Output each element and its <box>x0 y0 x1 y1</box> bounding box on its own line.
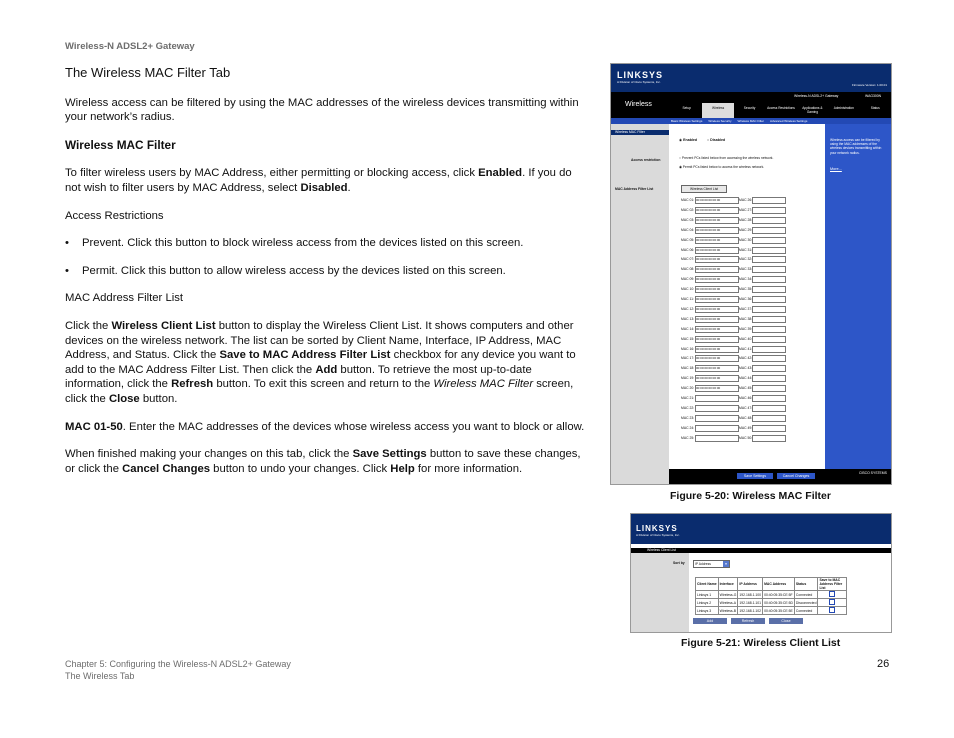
mac-address-input[interactable]: 00:00:00:00:00:00 <box>695 217 739 224</box>
mac-label: MAC 47: <box>739 405 753 410</box>
tab-wireless[interactable]: Wireless <box>702 103 733 118</box>
column-header: Client Name <box>696 578 719 591</box>
mac-address-input[interactable] <box>752 296 786 303</box>
mac-address-input[interactable]: 00:00:00:00:00:00 <box>695 286 739 293</box>
cancel-changes-button[interactable]: Cancel Changes <box>777 473 815 479</box>
mac-address-input[interactable]: 00:00:00:00:00:00 <box>695 365 739 372</box>
mac-address-input[interactable] <box>752 355 786 362</box>
section-heading: Wireless MAC Filter <box>65 137 176 152</box>
mac-label: MAC 08: <box>681 267 695 272</box>
close-button[interactable]: Close <box>769 618 803 624</box>
mac-address-input[interactable] <box>752 316 786 323</box>
table-cell: 192.168.1.102 <box>739 608 762 613</box>
checkbox-icon <box>829 607 835 613</box>
subtab-advanced-wireless-settings[interactable]: Advanced Wireless Settings <box>770 119 808 123</box>
tab-access-restrictions[interactable]: Access Restrictions <box>767 106 795 110</box>
mac-address-input[interactable] <box>752 256 786 263</box>
checkbox-icon <box>829 599 835 605</box>
mac-label: MAC 41: <box>739 346 753 351</box>
mac-label: MAC 38: <box>739 316 753 321</box>
mac-label: MAC 43: <box>739 366 753 371</box>
mac-label: MAC 40: <box>739 336 753 341</box>
table-cell: 00:40:05:35:CE:5D <box>764 600 793 605</box>
access-restriction-label: Access restriction <box>631 158 661 162</box>
running-header: Wireless-N ADSL2+ Gateway <box>65 41 195 52</box>
checkbox-icon <box>829 591 835 597</box>
mac-label: MAC 06: <box>681 247 695 252</box>
mac-label: MAC 17: <box>681 356 695 361</box>
mac-label: MAC 34: <box>739 277 753 282</box>
mac-address-input[interactable]: 00:00:00:00:00:00 <box>695 355 739 362</box>
linksys-logo: LINKSYS <box>617 70 664 80</box>
product-name: Wireless-N ADSL2+ Gateway <box>794 94 839 98</box>
mac-label: MAC 35: <box>739 287 753 292</box>
footer-chapter: Chapter 5: Configuring the Wireless-N ADSL2+ Gateway <box>65 659 291 669</box>
sort-by-select[interactable]: IP Address ▾ <box>693 560 730 568</box>
footer <box>65 658 291 682</box>
wireless-client-list-screenshot <box>630 513 892 633</box>
table-row <box>696 591 847 599</box>
mac-label: MAC 33: <box>739 267 753 272</box>
help-text: Wireless access can be filtered by using the MAC addresses of the wireless devices transmitting within your network radius. <box>830 138 882 155</box>
mac-label: MAC 18: <box>681 366 695 371</box>
section-label: Wireless <box>625 101 652 108</box>
bullet-dot: • <box>65 237 69 250</box>
page-number: 26 <box>877 658 890 670</box>
mac-address-input[interactable] <box>752 326 786 333</box>
mac-label: MAC 46: <box>739 396 753 400</box>
client-list-paragraph: Click the Wireless Client List button to display the Wireless Client List. It shows computers and other devices on the wireless network. The list can be sorted by Client Name, Interface, IP Address, MAC Address, and Status. Click the Save to MAC Address Filter List checkbox for any device you want to add to the MAC Address Filter List. Then click the Add button. To retrieve the most up-to-date information, click the Refresh button. To exit this screen and return to the Wireless MAC Filter screen, click the Close button. <box>65 319 576 405</box>
mac-address-input[interactable] <box>752 385 786 392</box>
bullet-permit: • Permit. Click this button to allow wireless access by the devices listed on this screen. <box>65 264 506 277</box>
mac-label: MAC 45: <box>739 386 753 391</box>
mac-address-input[interactable] <box>752 405 786 412</box>
mac-label: MAC 25: <box>681 435 695 440</box>
mac-address-input[interactable] <box>752 197 786 204</box>
mac-address-input[interactable] <box>752 395 786 402</box>
nav-bar <box>611 92 891 118</box>
refresh-button[interactable]: Refresh <box>731 618 765 624</box>
table-cell: Linksys 3 <box>696 607 719 615</box>
table-row <box>696 607 847 615</box>
table-cell: Wireless-B <box>719 608 736 613</box>
mac-address-input[interactable] <box>752 247 786 254</box>
mac-address-input[interactable] <box>752 346 786 353</box>
mac-address-input[interactable] <box>752 217 786 224</box>
mac-label: MAC 03: <box>681 217 695 222</box>
permit-radio[interactable]: ◉ Permit PCs listed below to access the wireless network. <box>679 165 765 169</box>
tab-security[interactable]: Security <box>743 106 756 110</box>
column-header: Status <box>794 578 818 591</box>
mac-label: MAC 11: <box>681 297 694 301</box>
mac-label: MAC 01: <box>681 198 695 202</box>
subtab-wireless-mac-filter[interactable]: Wireless MAC Filter <box>737 119 765 123</box>
mac-label: MAC 04: <box>681 227 695 232</box>
bullet-dot: • <box>65 264 69 277</box>
table-cell: Linksys 1 <box>696 591 719 599</box>
mac-label: MAC 24: <box>681 425 695 430</box>
save-to-filter-checkbox[interactable] <box>818 607 847 615</box>
mac-label: MAC 15: <box>681 336 695 341</box>
mac-label: MAC 32: <box>739 257 753 262</box>
mac-address-input[interactable]: 00:00:00:00:00:00 <box>695 306 739 313</box>
column-header: MAC Address <box>763 578 795 591</box>
table-header-row <box>696 578 847 591</box>
save-to-filter-checkbox[interactable] <box>818 599 847 607</box>
client-table <box>695 577 847 615</box>
tab-setup[interactable]: Setup <box>682 106 691 110</box>
subtab-wireless-security[interactable]: Wireless Security <box>708 119 732 123</box>
mac-label: MAC 48: <box>739 415 753 420</box>
sidebar-title: Wireless MAC Filter <box>611 130 669 135</box>
mac-address-input[interactable] <box>752 306 786 313</box>
mac-address-input[interactable] <box>695 405 739 412</box>
column-header: Interface <box>718 578 738 591</box>
mac-address-input[interactable] <box>695 425 739 432</box>
screenshot-banner <box>611 64 891 92</box>
model-name: WAG300N <box>865 94 882 98</box>
table-cell: Connected <box>794 607 818 615</box>
mac-label: MAC 27: <box>739 207 753 212</box>
mac-entry-list <box>669 197 825 485</box>
mac-label: MAC 30: <box>739 237 753 242</box>
table-cell: Disconnected <box>795 600 817 605</box>
main-tabs <box>671 103 891 118</box>
mac-address-input[interactable]: 00:00:00:00:00:00 <box>695 336 739 343</box>
mac-label: MAC 39: <box>739 326 753 331</box>
mac-label: MAC 31: <box>739 247 753 252</box>
mac-label: MAC 26: <box>739 198 753 202</box>
mac-address-input[interactable]: 00:00:00:00:00:00 <box>695 375 739 382</box>
mac-address-input[interactable]: 00:00:00:00:00:00 <box>695 247 739 254</box>
mac-label: MAC 13: <box>681 316 695 321</box>
mac-address-input[interactable]: 00:00:00:00:00:00 <box>695 227 739 234</box>
mac-address-input[interactable] <box>752 276 786 283</box>
mac-label: MAC 42: <box>739 356 753 361</box>
mac-address-input[interactable]: 00:00:00:00:00:00 <box>695 207 739 214</box>
button-bar <box>669 469 891 484</box>
figure-5-21-caption: Figure 5-21: Wireless Client List <box>681 637 841 649</box>
column-header: IP Address <box>738 578 763 591</box>
help-panel <box>825 124 891 484</box>
mac-address-input[interactable] <box>752 336 786 343</box>
mac-label: MAC 36: <box>739 297 753 301</box>
table-cell: Connected <box>794 591 818 599</box>
save-settings-button[interactable]: Save Settings <box>737 473 773 479</box>
final-paragraph: When finished making your changes on this tab, click the Save Settings button to save these changes, or click the Cancel Changes button to undo your changes. Click Help for more information. <box>65 448 581 475</box>
table-cell: Linksys 2 <box>696 599 719 607</box>
mac-address-input[interactable]: 00:00:00:00:00:00 <box>695 197 739 204</box>
mac-address-input[interactable] <box>695 395 739 402</box>
mac-label: MAC 49: <box>739 425 753 430</box>
disabled-radio[interactable]: ○ Disabled <box>707 138 726 142</box>
tab-applications-gaming[interactable]: Applications & Gaming <box>802 106 823 114</box>
mac-address-input[interactable] <box>752 237 786 244</box>
add-button[interactable]: Add <box>693 618 727 624</box>
content-area <box>669 124 825 484</box>
mac-address-input[interactable]: 00:00:00:00:00:00 <box>695 276 739 283</box>
mac-label: MAC 44: <box>739 376 753 381</box>
figure-5-20-caption: Figure 5-20: Wireless MAC Filter <box>670 490 831 502</box>
mac-label: MAC 14: <box>681 326 695 331</box>
mac-label: MAC 19: <box>681 376 695 381</box>
screenshot-banner <box>631 514 891 544</box>
mac-address-input[interactable]: 00:00:00:00:00:00 <box>695 326 739 333</box>
tab-status[interactable]: Status <box>870 106 880 110</box>
mac-label: MAC 05: <box>681 237 695 242</box>
mac-label: MAC 12: <box>681 306 695 311</box>
mac-label: MAC 21: <box>681 396 695 400</box>
mac-address-input[interactable]: 00:00:00:00:00:00 <box>695 385 739 392</box>
table-cell: 192.168.1.100 <box>739 592 762 597</box>
mac-label: MAC 09: <box>681 277 695 282</box>
mac-label: MAC 29: <box>739 227 753 232</box>
mac-label: MAC 20: <box>681 386 695 391</box>
mac-address-input[interactable] <box>752 435 786 442</box>
mac-label: MAC 02: <box>681 207 695 212</box>
mac-address-input[interactable]: 00:00:00:00:00:00 <box>695 346 739 353</box>
mac-label: MAC 07: <box>681 257 695 262</box>
sidebar-title: Wireless Client List <box>647 548 676 552</box>
table-cell: 00:40:05:35:CE:5E <box>764 608 793 613</box>
mac-address-input[interactable] <box>752 365 786 372</box>
logo-subtitle: A Division of Cisco Systems, Inc. <box>617 80 661 84</box>
firmware-version: Firmware Version: 1.00.01 <box>851 83 887 87</box>
prevent-radio[interactable]: ○ Prevent PCs listed below from accessing the wireless network. <box>679 156 774 160</box>
main-text-column <box>65 66 588 476</box>
more-link[interactable]: More... <box>830 167 842 171</box>
cisco-logo: CISCO SYSTEMS <box>859 471 887 475</box>
mac-label: MAC 37: <box>739 306 753 311</box>
mac-label: MAC 22: <box>681 405 695 410</box>
mac-address-input[interactable] <box>752 375 786 382</box>
sort-by-label: Sort by <box>673 561 685 565</box>
mac-address-input[interactable] <box>752 207 786 214</box>
tab-administration[interactable]: Administration <box>833 106 854 110</box>
mac-list-label: MAC Address Filter List <box>65 292 184 305</box>
mac-filter-list-label: MAC Address Filter List <box>615 187 654 191</box>
mac-address-input[interactable] <box>695 435 739 442</box>
mac-address-input[interactable]: 00:00:00:00:00:00 <box>695 237 739 244</box>
column-header: Save to MAC Address Filter List <box>818 578 847 591</box>
table-cell: 00:40:05:35:CE:5F <box>764 592 793 597</box>
mac-address-input[interactable]: 00:00:00:00:00:00 <box>695 256 739 263</box>
chevron-down-icon: ▾ <box>723 561 729 567</box>
mac-address-input[interactable] <box>752 227 786 234</box>
mac-address-input[interactable] <box>752 266 786 273</box>
linksys-logo: LINKSYS <box>636 524 678 533</box>
mac-entries-paragraph: MAC 01-50. Enter the MAC addresses of the devices whose wireless access you want to block or allow. <box>65 420 585 433</box>
wireless-client-list-button[interactable]: Wireless Client List <box>681 185 727 193</box>
footer-section: The Wireless Tab <box>65 671 135 681</box>
logo-subtitle: A Division of Cisco Systems, Inc. <box>636 533 680 537</box>
bullet-prevent: • Prevent. Click this button to block wireless access from the devices listed on this screen. <box>65 237 524 250</box>
mac-address-input[interactable]: 00:00:00:00:00:00 <box>695 266 739 273</box>
table-row <box>696 599 847 607</box>
mac-label: MAC 16: <box>681 346 695 351</box>
mac-address-input[interactable]: 00:00:00:00:00:00 <box>695 296 739 303</box>
table-cell: Wireless-G <box>719 592 737 597</box>
enabled-radio[interactable]: ◉ Enabled <box>679 138 698 142</box>
mac-address-input[interactable] <box>752 286 786 293</box>
mac-label: MAC 28: <box>739 217 753 222</box>
mac-address-input[interactable] <box>752 415 786 422</box>
left-sidebar <box>611 124 669 484</box>
wireless-mac-filter-screenshot <box>610 63 892 485</box>
mac-label: MAC 50: <box>739 435 753 440</box>
mac-address-input[interactable] <box>695 415 739 422</box>
page-title: The Wireless MAC Filter Tab <box>65 65 231 80</box>
table-cell: Wireless-A <box>719 600 736 605</box>
subtab-basic-wireless-settings[interactable]: Basic Wireless Settings <box>671 119 703 123</box>
intro-paragraph: Wireless access can be filtered by using the MAC addresses of the wireless devices transmitting within your network’s radius. <box>65 96 579 124</box>
mac-label: MAC 23: <box>681 415 695 420</box>
mac-address-input[interactable]: 00:00:00:00:00:00 <box>695 316 739 323</box>
filter-paragraph: To filter wireless users by MAC Address, either permitting or blocking access, click Enabled. If you do not wish to filter users by MAC Address, select Disabled. <box>65 167 572 194</box>
access-restrictions-label: Access Restrictions <box>65 209 164 222</box>
save-to-filter-checkbox[interactable] <box>818 591 847 599</box>
mac-label: MAC 10: <box>681 287 695 292</box>
mac-address-input[interactable] <box>752 425 786 432</box>
table-cell: 192.168.1.101 <box>739 600 762 605</box>
